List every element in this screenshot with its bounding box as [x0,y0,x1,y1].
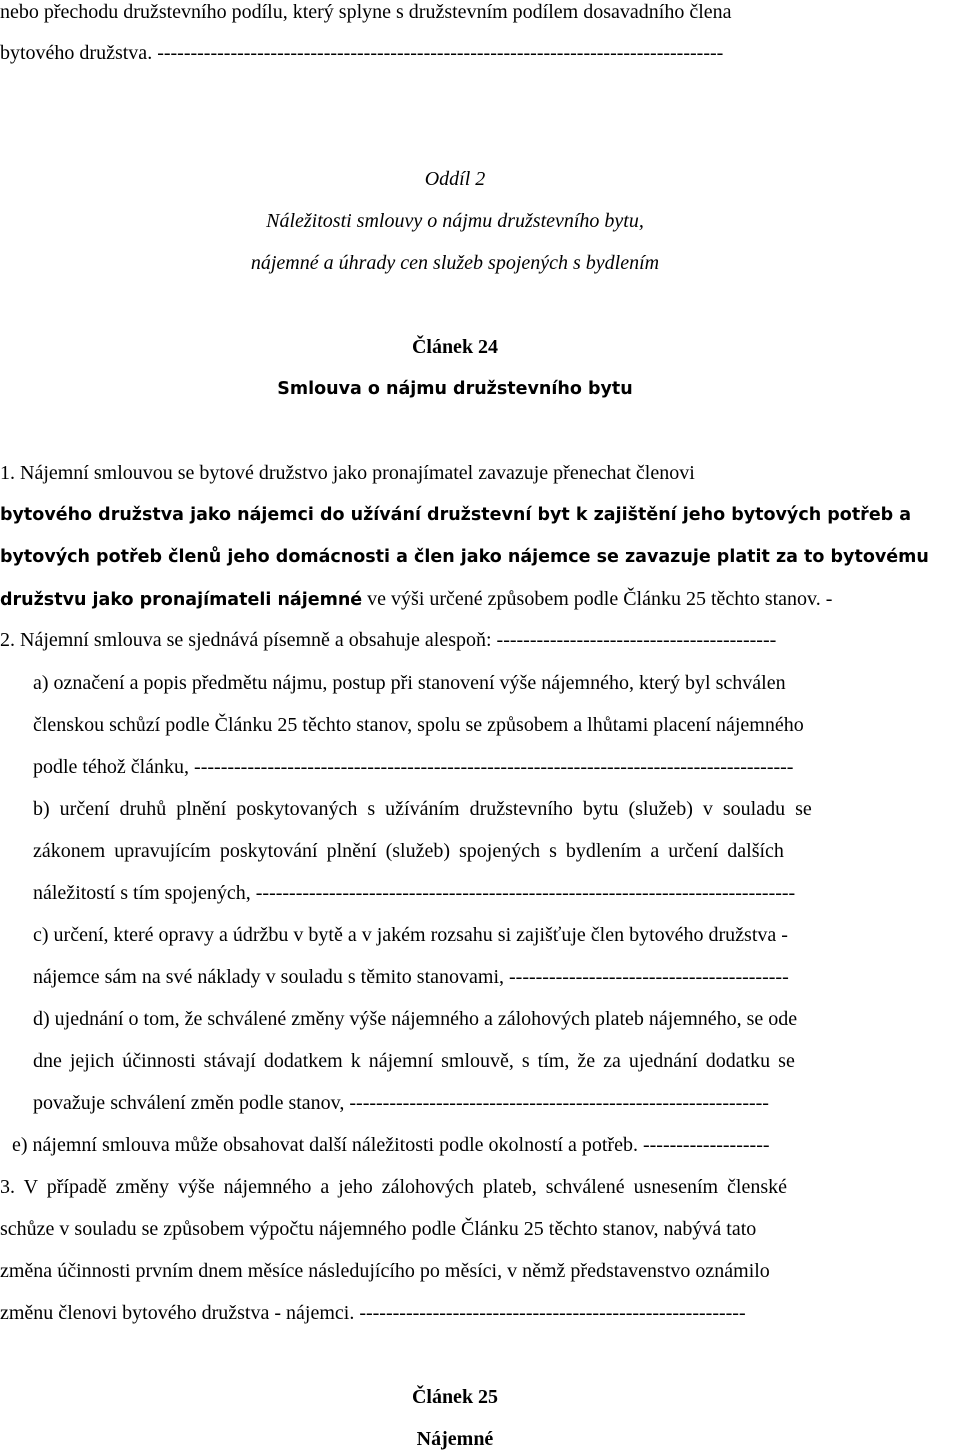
paragraph-line [0,461,958,486]
paragraph-text: ve výši určené způsobem podle Článku 25 těchto stanov. - [362,588,833,610]
text-line: nebo přechodu družstevního podílu, který splyne s družstevním podílem dosavadního člena [0,1,732,23]
section-subtitle: Náležitosti smlouvy o nájmu družstevního bytu, [266,210,644,232]
paragraph-line: 3. V případě změny výše nájemného a jeho zálohových plateb, schválené usnesením členské [0,1176,788,1198]
paragraph-line: bytového družstva jako nájemci do užívání družstevní byt k zajištění jeho bytových potřeb a [0,505,912,525]
paragraph-line: 2. Nájemní smlouva se sjednává písemně a obsahuje alespoň: ------------------------------------------ [0,629,777,651]
list-item-line: nájemce sám na své náklady v souladu s těmito stanovami, ------------------------------------------ [33,966,789,988]
paragraph-line [0,587,958,612]
article-heading: Článek 24 [411,336,499,358]
list-item-line: považuje schválení změn podle stanov, --------------------------------------------------------------- [33,1092,769,1114]
list-item-line: dne jejich účinnosti stávají dodatkem k nájemní smlouvě, s tím, že za ujednání dodatku se [33,1050,795,1072]
section-subtitle: nájemné a úhrady cen služeb spojených s bydlením [250,252,660,274]
article-heading: Článek 25 [411,1386,499,1408]
list-item-line: b) určení druhů plnění poskytovaných s užíváním družstevního bytu (služeb) v souladu se [33,798,812,820]
list-item-line: členskou schůzí podle Článku 25 těchto stanov, spolu se způsobem a lhůtami placení nájemného [33,714,804,736]
list-item-line: podle téhož článku, ------------------------------------------------------------------------------------------ [33,756,794,778]
paragraph-text: 1. Nájemní smlouvou se bytové družstvo jako pronajímatel zavazuje přenechat členovi [0,462,695,484]
list-item-line: zákonem upravujícím poskytování plnění (služeb) spojených s bydlením a určení dalších [33,840,784,862]
paragraph-line: změnu členovi bytového družstva - nájemci. ---------------------------------------------------------- [0,1302,746,1324]
paragraph-line: schůze v souladu se způsobem výpočtu nájemného podle Článku 25 těchto stanov, nabývá tato [0,1218,757,1240]
article-subheading: Nájemné [416,1428,494,1450]
article-subheading: Smlouva o nájmu družstevního bytu [277,379,633,399]
paragraph-text-bold: družstvu jako pronajímateli nájemné [0,590,363,610]
list-item-line: e) nájemní smlouva může obsahovat další náležitosti podle okolností a potřeb. ------------------- [12,1134,770,1156]
paragraph-line: bytových potřeb členů jeho domácnosti a člen jako nájemce se zavazuje platit za to bytovému [0,547,929,567]
section-title: Oddíl 2 [424,168,486,190]
list-item-line: d) ujednání o tom, že schválené změny výše nájemného a zálohových plateb nájemného, se ode [33,1008,798,1030]
list-item-line: c) určení, které opravy a údržbu v bytě a v jakém rozsahu si zajišťuje člen bytového družstva - [33,924,788,946]
paragraph-line: změna účinnosti prvním dnem měsíce následujícího po měsíci, v němž představenstvo oznámilo [0,1260,770,1282]
list-item-line: a) označení a popis předmětu nájmu, postup při stanovení výše nájemného, který byl schválen [33,672,786,694]
list-item-line: náležitostí s tím spojených, --------------------------------------------------------------------------------- [33,882,796,904]
text-line: bytového družstva. ------------------------------------------------------------------------------------- [0,42,724,64]
